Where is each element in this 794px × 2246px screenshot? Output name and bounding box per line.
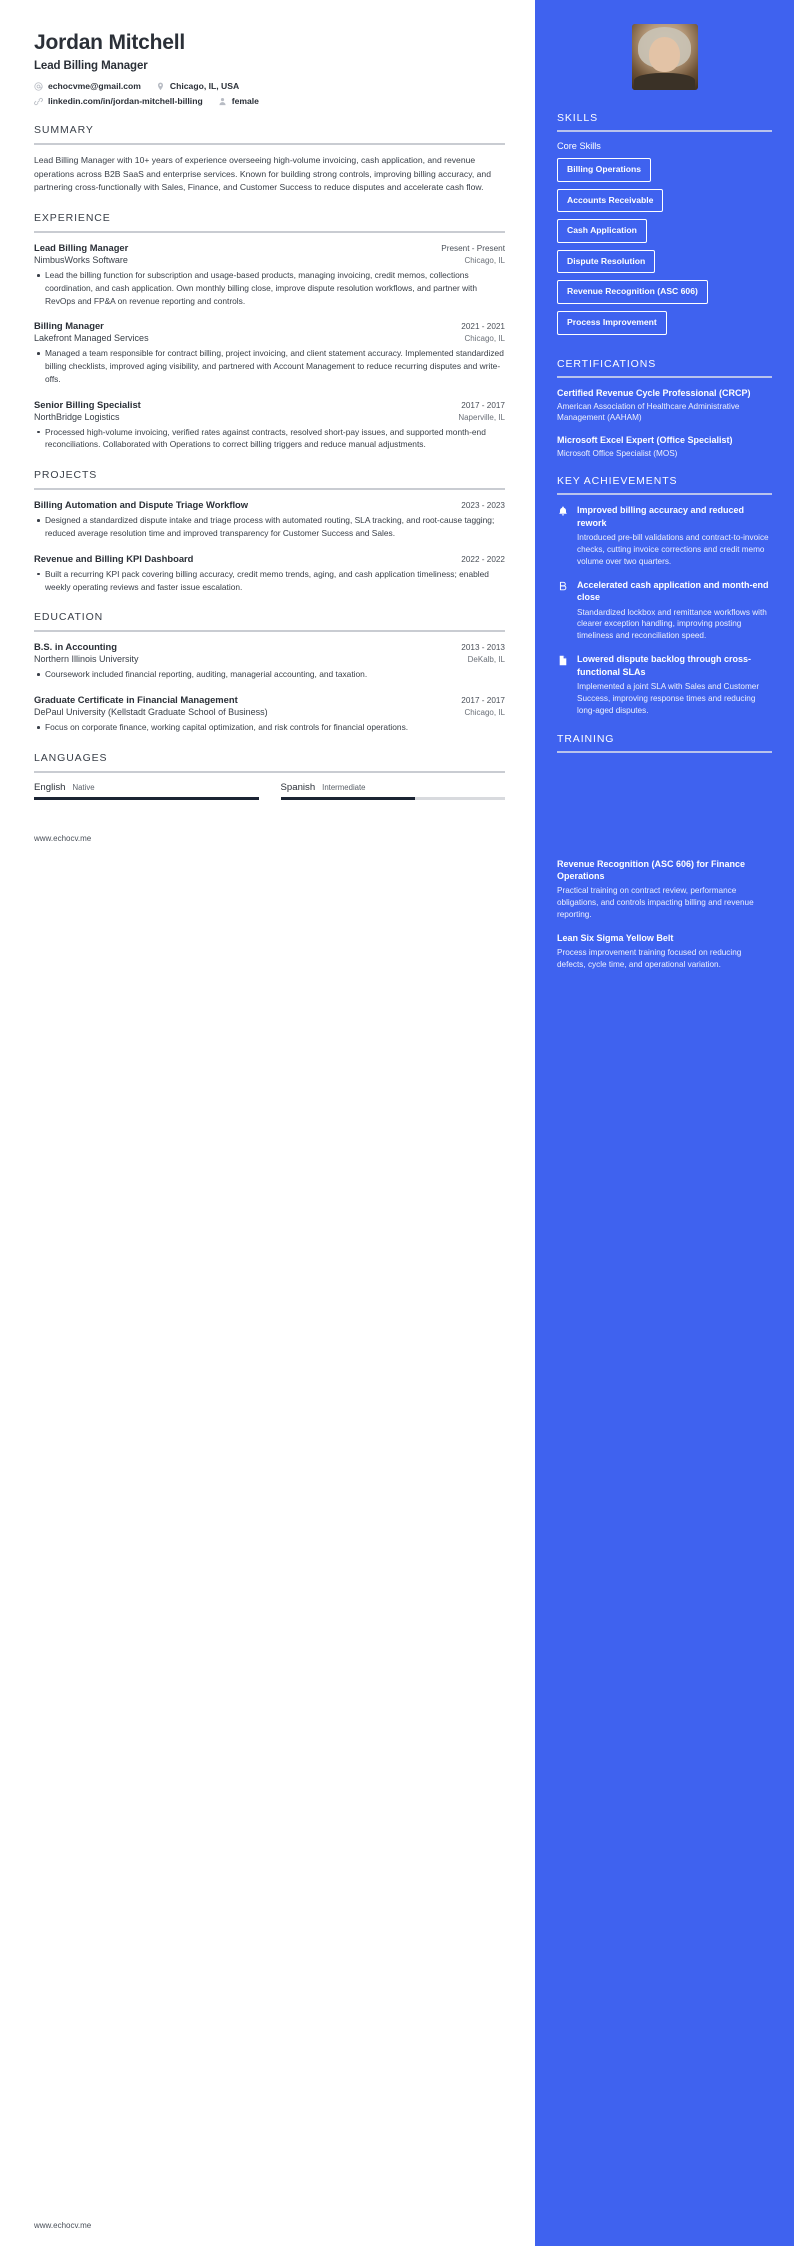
contact-line-2 — [34, 96, 505, 106]
certification-title: Microsoft Excel Expert (Office Specialist) — [557, 434, 733, 445]
achievement-description: Standardized lockbox and remittance workflows with clearer exception handling, improving posting timeliness and reconciliation speed. — [577, 607, 767, 641]
languages-list — [34, 782, 505, 800]
language-progress-bar — [281, 797, 506, 800]
achievement-description: Implemented a joint SLA with Sales and Customer Success, improving response times and reducing long-aged disputes. — [577, 682, 760, 715]
entry-organization: NorthBridge Logistics — [34, 411, 120, 422]
entry-subheader — [34, 654, 505, 664]
language-level: Intermediate — [322, 782, 366, 792]
entry-role: Billing Automation and Dispute Triage Workflow — [34, 499, 249, 511]
entry-dates: 2021 - 2021 — [461, 322, 505, 332]
bullet-item: Managed a team responsible for contract billing, project invoicing, and client statement accuracy. Implemented standardized billing checklists, improved aging visibility, and partnered with Account Management to reduce recurring disputes and write-offs. — [34, 347, 505, 385]
contact-location-text: Chicago, IL, USA — [169, 81, 240, 92]
bullet-item: Processed high-volume invoicing, verified rates against contracts, resolved short-pay issues, and supported month-end reconciliations. Collaborated with Operations to correct billing triggers and reduce manual adjustments. — [34, 426, 505, 452]
contact-email[interactable] — [34, 81, 141, 91]
section-languages — [34, 752, 505, 800]
entry-subheader — [34, 255, 505, 265]
entry-bullets — [34, 347, 505, 385]
languages-heading: LANGUAGES — [34, 751, 108, 764]
entry-role: Revenue and Billing KPI Dashboard — [34, 552, 194, 564]
skill-chip[interactable]: Cash Application — [557, 219, 647, 243]
training-heading: TRAINING — [557, 732, 615, 745]
section-experience — [34, 212, 505, 451]
entry-bullets — [34, 426, 505, 452]
experience-entry — [34, 320, 505, 385]
email-icon — [34, 82, 43, 91]
contact-location — [156, 81, 239, 91]
skills-heading: SKILLS — [557, 112, 599, 124]
footer-url-bottom[interactable]: www.echocv.me — [34, 2221, 92, 2230]
training-description: Practical training on contract review, performance obligations, and controls impacting billing and revenue reporting. — [557, 886, 754, 919]
entry-header — [34, 242, 505, 253]
achievement-description: Introduced pre-bill validations and contract-to-invoice checks, cutting invoice corrections and credit memo volume over two quarters. — [577, 533, 769, 566]
contact-line-1 — [34, 81, 505, 91]
entry-header — [34, 399, 505, 410]
footer-url[interactable]: www.echocv.me — [34, 833, 92, 843]
entry-role: Lead Billing Manager — [34, 242, 129, 254]
achievement-body — [577, 579, 772, 642]
bell-icon — [557, 505, 569, 518]
entry-subheader — [34, 333, 505, 343]
entry-school: DePaul University (Kellstadt Graduate School of Business) — [34, 707, 268, 718]
achievement-body — [577, 653, 772, 716]
experience-entry — [34, 242, 505, 307]
language-item — [281, 782, 506, 800]
achievements-heading: KEY ACHIEVEMENTS — [557, 475, 678, 488]
header-block — [34, 30, 505, 106]
section-summary — [34, 124, 505, 194]
experience-entry — [34, 399, 505, 452]
entry-header — [34, 499, 505, 510]
certification-item — [557, 434, 772, 460]
training-title: Revenue Recognition (ASC 606) for Finance Operations — [557, 858, 746, 881]
bullet-item: Focus on corporate finance, working capital optimization, and risk controls for financial operations. — [34, 721, 505, 734]
entry-bullets — [34, 721, 505, 734]
entry-degree: Graduate Certificate in Financial Management — [34, 694, 238, 706]
bullet-item: Designed a standardized dispute intake and triage process with automated routing, SLA tracking, and root-cause tagging; reduced average resolution time and improved transparency for Customer Success and Sales. — [34, 514, 505, 540]
language-level: Native — [72, 782, 95, 792]
entry-dates: 2013 - 2013 — [461, 643, 505, 653]
language-name: Spanish — [280, 781, 316, 793]
profile-photo — [632, 24, 698, 90]
contact-linkedin[interactable] — [34, 96, 203, 106]
achievement-item — [557, 504, 772, 567]
entry-bullets — [34, 269, 505, 307]
language-progress-fill — [281, 797, 416, 800]
contact-gender — [218, 96, 259, 106]
entry-role: Senior Billing Specialist — [34, 398, 141, 410]
entry-dates: 2022 - 2022 — [461, 554, 505, 564]
entry-organization: Lakefront Managed Services — [34, 333, 149, 344]
projects-divider — [34, 488, 505, 490]
entry-bullets — [34, 514, 505, 540]
achievement-title: Lowered dispute backlog through cross-functional SLAs — [577, 654, 752, 677]
summary-divider — [34, 143, 505, 145]
education-divider — [34, 630, 505, 632]
photo-face — [649, 37, 679, 71]
language-name: English — [34, 781, 66, 793]
entry-degree: B.S. in Accounting — [34, 641, 117, 653]
training-item — [557, 932, 772, 971]
achievements-divider — [557, 493, 772, 495]
certification-title: Certified Revenue Cycle Professional (CRCP) — [557, 387, 751, 398]
entry-location: Naperville, IL — [458, 412, 505, 422]
skill-chip[interactable]: Revenue Recognition (ASC 606) — [557, 280, 708, 304]
skills-chip-list — [557, 158, 772, 342]
entry-school: Northern Illinois University — [34, 654, 139, 665]
entry-location: Chicago, IL — [464, 334, 505, 344]
education-entry — [34, 694, 505, 734]
skill-chip[interactable]: Process Improvement — [557, 311, 667, 335]
entry-header — [34, 694, 505, 705]
achievement-item — [557, 653, 772, 716]
language-header — [34, 782, 259, 793]
entry-header — [34, 641, 505, 652]
skills-divider — [557, 130, 772, 132]
sidebar-section-training — [557, 733, 772, 971]
certification-issuer: American Association of Healthcare Administrative Management (AAHAM) — [557, 401, 740, 423]
candidate-name: Jordan Mitchell — [34, 31, 186, 54]
certification-item — [557, 387, 772, 424]
summary-text: Lead Billing Manager with 10+ years of experience overseeing high-volume invoicing, cash application, and revenue operations across B2B SaaS and enterprise services. Known for building strong controls, improving billing accuracy, and partnering cross-functionally with Sales, Finance, and Customer Success to reduce disputes and accelerate cash flow. — [34, 155, 491, 192]
entry-header — [34, 553, 505, 564]
entry-dates: 2023 - 2023 — [461, 501, 505, 511]
sidebar-section-certifications — [557, 358, 772, 460]
sidebar-section-achievements — [557, 475, 772, 716]
entry-subheader — [34, 707, 505, 717]
entry-dates: 2017 - 2017 — [461, 696, 505, 706]
location-pin-icon — [156, 82, 165, 91]
entry-header — [34, 320, 505, 331]
entry-dates: Present - Present — [441, 244, 505, 254]
achievement-item — [557, 579, 772, 642]
skill-chip[interactable]: Dispute Resolution — [557, 250, 655, 274]
contact-linkedin-text: linkedin.com/in/jordan-mitchell-billing — [48, 96, 203, 107]
document-icon — [557, 654, 569, 667]
language-header — [281, 782, 506, 793]
experience-heading: EXPERIENCE — [34, 212, 111, 225]
entry-location: Chicago, IL — [464, 256, 505, 266]
photo-shoulders — [634, 73, 695, 90]
person-icon — [218, 97, 227, 106]
letter-b-icon — [557, 580, 569, 593]
entry-bullets — [34, 668, 505, 681]
languages-divider — [34, 771, 505, 773]
education-heading: EDUCATION — [34, 611, 104, 624]
certification-issuer: Microsoft Office Specialist (MOS) — [557, 448, 678, 458]
entry-bullets — [34, 568, 505, 594]
entry-organization: NimbusWorks Software — [34, 255, 128, 266]
bullet-item: Lead the billing function for subscription and usage-based products, managing invoicing, credit memos, collections coordination, and cash application. Own monthly billing close, improve dispute resolution workflows, and partner with RevOps and FP&A on revenue reporting and controls. — [34, 269, 505, 307]
contact-email-text: echocvme@gmail.com — [48, 81, 141, 92]
training-divider — [557, 751, 772, 753]
achievement-title: Improved billing accuracy and reduced rework — [577, 505, 745, 528]
training-description: Process improvement training focused on reducing defects, cycle time, and operational variation. — [557, 947, 742, 969]
skill-chip[interactable]: Accounts Receivable — [557, 189, 663, 213]
language-progress-bar — [34, 797, 259, 800]
experience-divider — [34, 231, 505, 233]
bullet-item: Coursework included financial reporting, auditing, managerial accounting, and taxation. — [34, 668, 505, 681]
project-entry — [34, 553, 505, 594]
sidebar-column — [535, 0, 794, 2246]
education-entry — [34, 641, 505, 681]
entry-dates: 2017 - 2017 — [461, 400, 505, 410]
skills-subheading: Core Skills — [557, 141, 601, 151]
certifications-divider — [557, 376, 772, 378]
projects-heading: PROJECTS — [34, 469, 98, 482]
candidate-job-title: Lead Billing Manager — [34, 60, 148, 73]
skill-chip[interactable]: Billing Operations — [557, 158, 651, 182]
language-item — [34, 782, 259, 800]
training-title: Lean Six Sigma Yellow Belt — [557, 932, 674, 943]
photo-container — [557, 24, 772, 90]
entry-location: DeKalb, IL — [467, 655, 505, 665]
link-icon — [34, 97, 43, 106]
contact-details — [34, 81, 505, 106]
sidebar-section-skills — [557, 112, 772, 342]
entry-role: Billing Manager — [34, 320, 104, 332]
section-education — [34, 611, 505, 734]
section-projects — [34, 469, 505, 593]
bullet-item: Built a recurring KPI pack covering billing accuracy, credit memo trends, aging, and cash application timeliness; enabled weekly operating reviews and faster issue escalation. — [34, 568, 505, 594]
achievement-title: Accelerated cash application and month-end close — [577, 579, 769, 603]
entry-subheader — [34, 412, 505, 422]
project-entry — [34, 499, 505, 540]
training-spacer — [557, 762, 772, 858]
entry-location: Chicago, IL — [464, 708, 505, 718]
language-progress-fill — [34, 797, 259, 800]
training-item — [557, 858, 772, 921]
certifications-heading: CERTIFICATIONS — [557, 357, 657, 370]
summary-heading: SUMMARY — [34, 124, 94, 137]
achievement-body — [577, 504, 772, 567]
contact-gender-text: female — [231, 96, 259, 107]
